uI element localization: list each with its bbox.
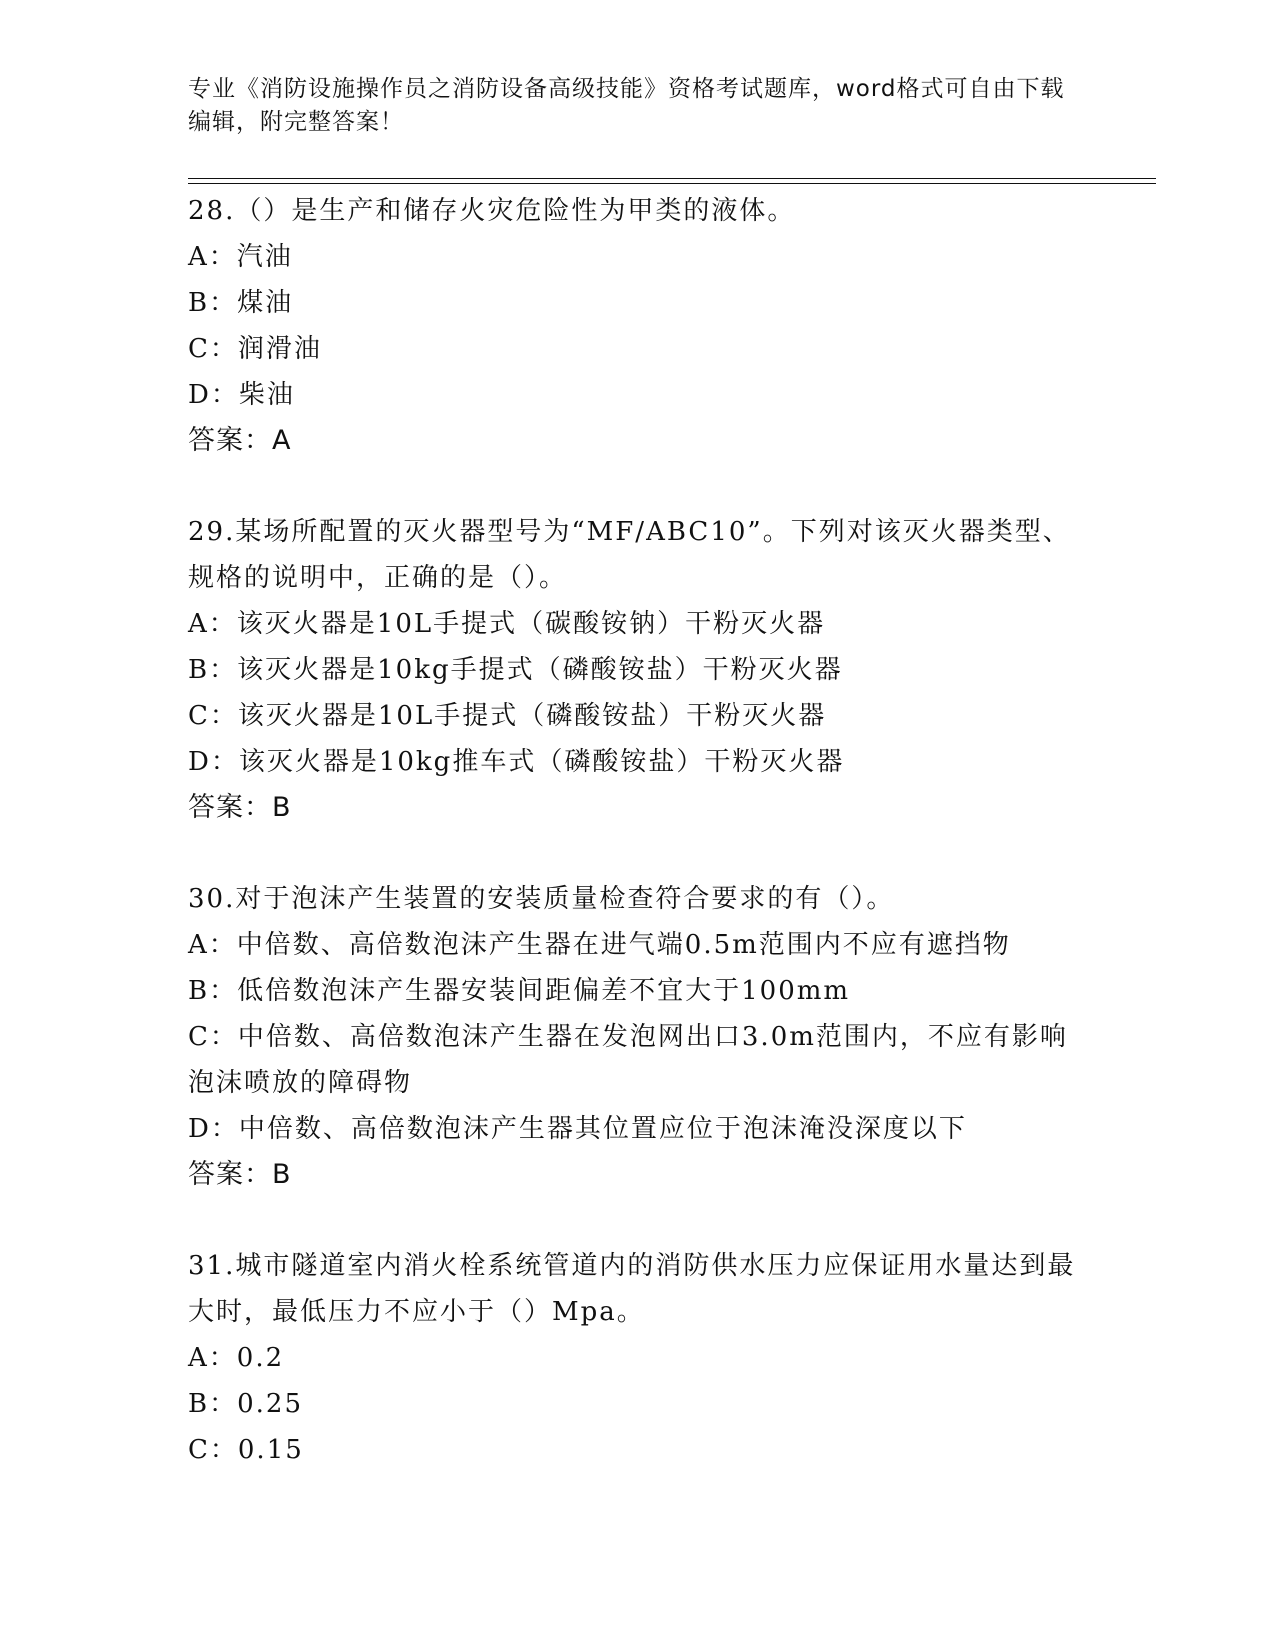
answer-label: 答案：B — [188, 792, 292, 823]
question-stem: 31.城市隧道室内消火栓系统管道内的消防供水压力应保证用水量达到最大时，最低压力不应小于（）Mpa。 — [188, 1251, 1076, 1327]
document-header: 专业《消防设施操作员之消防设备高级技能》资格考试题库，word格式可自由下载编辑，附完整答案！ — [188, 76, 1065, 135]
header-divider-top — [188, 178, 1156, 179]
question-29 — [188, 509, 1088, 831]
answer-label: 答案：B — [188, 1159, 292, 1190]
question-stem: 29.某场所配置的灭火器型号为“MF/ABC10”。下列对该灭火器类型、规格的说明中，正确的是（）。 — [188, 517, 1071, 593]
question-30 — [188, 876, 1088, 1198]
option-a: A：中倍数、高倍数泡沫产生器在进气端0.5m范围内不应有遮挡物 — [188, 930, 1011, 960]
option-b: B：该灭火器是10kg手提式（磷酸铵盐）干粉灭火器 — [188, 655, 843, 685]
option-c: C：该灭火器是10L手提式（磷酸铵盐）干粉灭火器 — [188, 701, 827, 731]
option-b: B：低倍数泡沫产生器安装间距偏差不宜大于100mm — [188, 976, 851, 1006]
question-28 — [188, 188, 1088, 464]
option-c: C：润滑油 — [188, 334, 322, 364]
question-31 — [188, 1243, 1088, 1473]
question-stem: 30.对于泡沫产生装置的安装质量检查符合要求的有（）。 — [188, 884, 895, 914]
option-a: A：汽油 — [188, 242, 293, 272]
option-a: A：0.2 — [188, 1343, 285, 1373]
question-list — [188, 188, 1088, 1518]
option-b: B：煤油 — [188, 288, 294, 318]
option-d: D：该灭火器是10kg推车式（磷酸铵盐）干粉灭火器 — [188, 747, 845, 777]
header-divider-bottom — [188, 183, 1156, 184]
option-d: D：中倍数、高倍数泡沫产生器其位置应位于泡沫淹没深度以下 — [188, 1114, 967, 1144]
option-a: A：该灭火器是10L手提式（碳酸铵钠）干粉灭火器 — [188, 609, 826, 639]
answer-label: 答案：A — [188, 425, 292, 456]
option-c: C：中倍数、高倍数泡沫产生器在发泡网出口3.0m范围内，不应有影响泡沫喷放的障碍物 — [188, 1022, 1068, 1098]
option-d: D：柴油 — [188, 380, 295, 410]
option-b: B：0.25 — [188, 1389, 303, 1419]
option-c: C：0.15 — [188, 1435, 304, 1465]
question-stem: 28.（）是生产和储存火灾危险性为甲类的液体。 — [188, 196, 796, 226]
